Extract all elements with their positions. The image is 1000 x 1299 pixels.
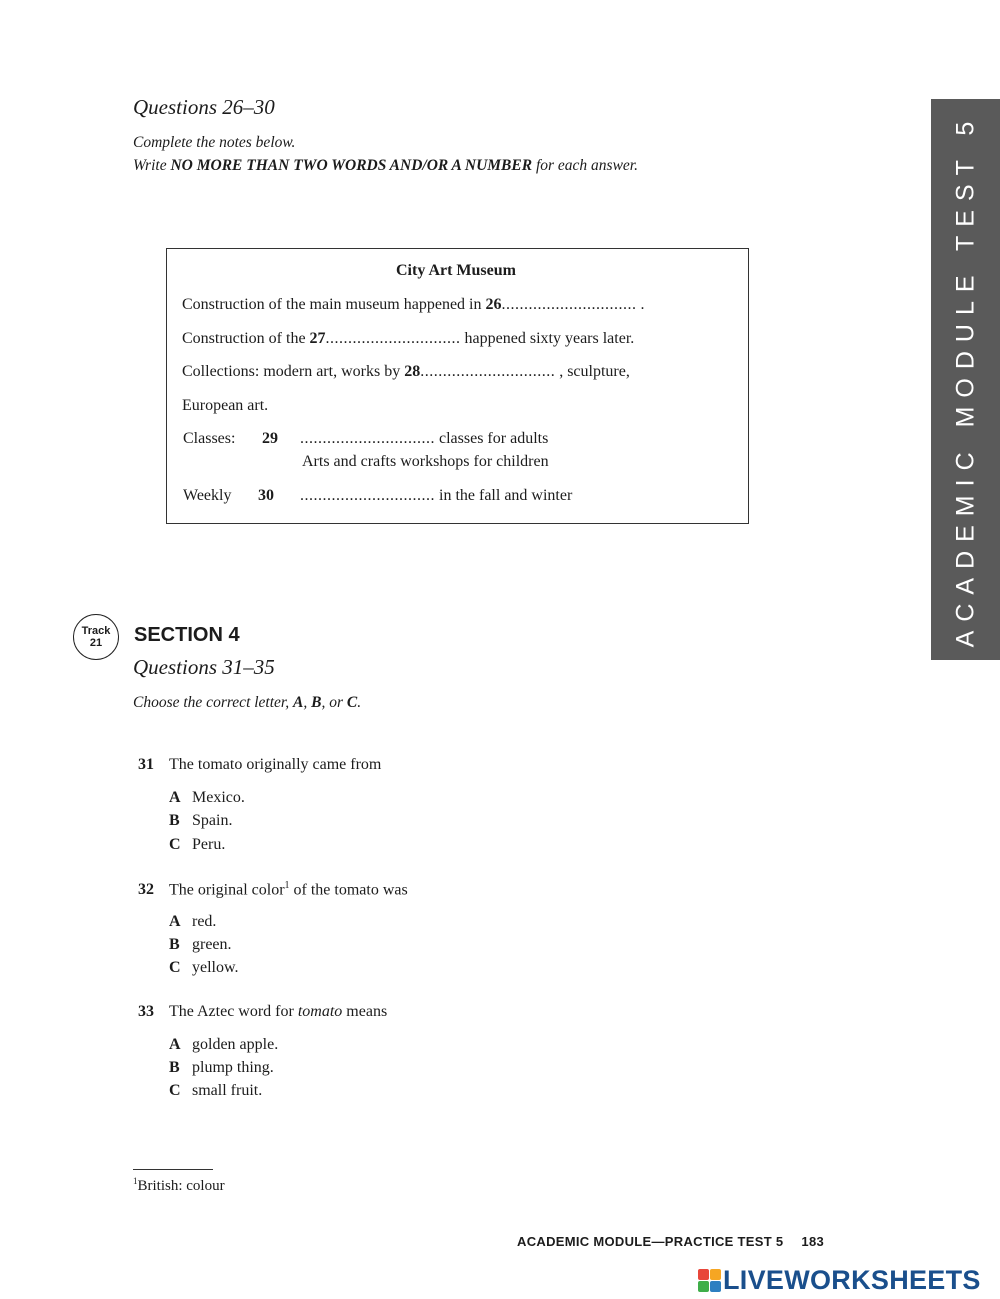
question-number-30: 30 bbox=[258, 487, 274, 504]
answer-blank-28[interactable]: .............................. bbox=[420, 363, 556, 380]
liveworksheets-logo bbox=[698, 1265, 981, 1296]
question-31: 31 The tomato originally came from bbox=[138, 756, 382, 773]
option-33-c[interactable]: C small fruit. bbox=[169, 1082, 263, 1099]
question-number-26: 26 bbox=[485, 296, 502, 313]
instruction-choose-letter: Choose the correct letter, A, B, or C. bbox=[133, 694, 362, 711]
option-33-b[interactable]: B plump thing. bbox=[169, 1059, 274, 1076]
liveworksheets-wordmark: LIVEWORKSHEETS bbox=[723, 1265, 981, 1295]
liveworksheets-icon-square bbox=[698, 1281, 709, 1292]
option-32-a[interactable]: A red. bbox=[169, 913, 217, 930]
note-line-30: .............................. in the fall and winter bbox=[300, 487, 573, 504]
questions-26-30-heading: Questions 26–30 bbox=[133, 95, 275, 119]
note-line-28: Collections: modern art, works by 28.............................. , sculpture, bbox=[182, 363, 630, 380]
note-line-29: .............................. classes for adults bbox=[300, 430, 549, 447]
footnote: $^1$British: colour bbox=[133, 1176, 225, 1194]
option-33-a[interactable]: A golden apple. bbox=[169, 1036, 279, 1053]
liveworksheets-icon bbox=[698, 1269, 721, 1292]
classes-label: Classes: bbox=[183, 430, 236, 447]
footnote-rule bbox=[133, 1169, 213, 1170]
note-line-27: Construction of the 27.............................. happened sixty years later. bbox=[182, 330, 635, 347]
liveworksheets-icon-square bbox=[710, 1269, 721, 1280]
question-32: 32 The original color$^1$ of the tomato was bbox=[138, 880, 408, 899]
option-31-b[interactable]: B Spain. bbox=[169, 812, 233, 829]
option-31-c[interactable]: C Peru. bbox=[169, 836, 226, 853]
note-line-workshops: Arts and crafts workshops for children bbox=[302, 453, 549, 470]
question-number-27: 27 bbox=[309, 330, 326, 347]
notes-box bbox=[166, 248, 749, 524]
note-line-european-art: European art. bbox=[182, 397, 269, 414]
track-number: 21 bbox=[89, 637, 103, 649]
page-number: 183 bbox=[801, 1234, 825, 1249]
option-32-b[interactable]: B green. bbox=[169, 936, 232, 953]
instruction-word-limit: Write NO MORE THAN TWO WORDS AND/OR A NUMBER for each answer. bbox=[133, 157, 638, 174]
side-tab bbox=[931, 99, 1000, 660]
side-tab-label: ACADEMIC MODULE TEST 5 bbox=[951, 112, 979, 647]
section-title: SECTION 4 bbox=[134, 624, 240, 646]
liveworksheets-icon-square bbox=[698, 1269, 709, 1280]
question-number-29: 29 bbox=[262, 430, 278, 447]
answer-blank-29[interactable]: .............................. bbox=[300, 430, 435, 447]
answer-blank-30[interactable]: .............................. bbox=[300, 487, 435, 504]
weekly-label: Weekly bbox=[183, 487, 232, 504]
question-33: 33 The Aztec word for tomato means bbox=[138, 1003, 388, 1020]
answer-blank-27[interactable]: .............................. bbox=[325, 330, 461, 347]
instruction-complete-notes: Complete the notes below. bbox=[133, 134, 296, 151]
track-label: Track bbox=[81, 625, 111, 637]
liveworksheets-icon-square bbox=[710, 1281, 721, 1292]
answer-blank-26[interactable]: .............................. bbox=[501, 296, 637, 313]
question-number-28: 28 bbox=[404, 363, 421, 380]
notes-title: City Art Museum bbox=[396, 262, 516, 279]
option-31-a[interactable]: A Mexico. bbox=[169, 789, 245, 806]
note-line-26: Construction of the main museum happened in 26.............................. . bbox=[182, 296, 645, 313]
track-badge bbox=[73, 614, 119, 660]
page-footer: ACADEMIC MODULE—PRACTICE TEST 5 183 bbox=[517, 1234, 825, 1249]
questions-31-35-heading: Questions 31–35 bbox=[133, 655, 275, 679]
option-32-c[interactable]: C yellow. bbox=[169, 959, 239, 976]
